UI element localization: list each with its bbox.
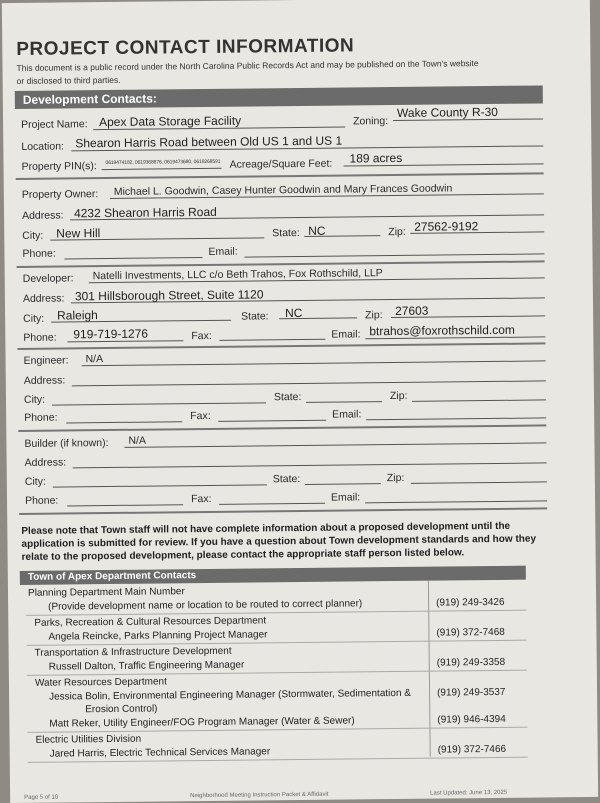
development-contacts-title: Development Contacts: xyxy=(22,91,157,107)
dept-row-label: Planning Department Main Number xyxy=(27,586,185,599)
dept-row-label: Jessica Bolin, Environmental Engineering Manager (Stormwater, Sedimentation & xyxy=(49,687,411,703)
dept-row-label: Angela Reincke, Parks Planning Project Manager xyxy=(48,629,268,643)
dept-row-phone[interactable]: (919) 249-3358 xyxy=(436,656,506,669)
footer-updated: Last Updated: June 13, 2025 xyxy=(430,789,508,797)
section-divider xyxy=(16,172,544,180)
zoning-label: Zoning: xyxy=(353,115,389,128)
engineer-zip-line[interactable] xyxy=(412,399,546,401)
pin-value[interactable]: 0619474182, 0619368876, 0619473680, 0619268591 xyxy=(105,158,221,167)
builder-name-line xyxy=(124,442,546,447)
builder-city-line[interactable] xyxy=(53,484,267,487)
builder-zip-line[interactable] xyxy=(411,481,547,483)
developer-city-label: City: xyxy=(23,312,45,325)
builder-name-value[interactable]: N/A xyxy=(128,434,146,447)
builder-email-label: Email: xyxy=(330,491,361,504)
owner-city-label: City: xyxy=(22,229,44,242)
builder-fax-label: Fax: xyxy=(190,492,212,506)
owner-email-label: Email: xyxy=(208,245,238,258)
owner-address-value[interactable]: 4232 Shearon Harris Road xyxy=(73,204,217,221)
document-page xyxy=(2,0,598,803)
engineer-address-line[interactable] xyxy=(72,380,546,386)
phone-column-divider xyxy=(428,581,431,757)
builder-state-label: State: xyxy=(272,473,301,486)
section-divider xyxy=(17,260,545,268)
footer-doc: Neighborhood Meeting Instruction Packet & Affidavit xyxy=(190,791,329,800)
dept-row-label: Electric Utilities Division xyxy=(35,733,142,746)
builder-label: Builder (if known): xyxy=(24,437,109,450)
developer-fax-label: Fax: xyxy=(191,329,212,343)
builder-city-label: City: xyxy=(24,475,46,488)
location-value[interactable]: Shearon Harris Road between Old US 1 and US 1 xyxy=(75,133,343,151)
builder-state-line[interactable] xyxy=(305,483,381,485)
engineer-label: Engineer: xyxy=(23,354,69,367)
builder-address-line[interactable] xyxy=(73,462,547,468)
owner-zip-label: Zip: xyxy=(388,225,406,239)
dept-contacts-title: Town of Apex Department Contacts xyxy=(27,570,197,583)
zoning-line xyxy=(393,118,543,121)
section-divider xyxy=(19,507,547,515)
engineer-address-label: Address: xyxy=(23,374,66,387)
engineer-email-line[interactable] xyxy=(366,417,546,420)
pin-line xyxy=(102,168,222,170)
owner-phone-line[interactable] xyxy=(65,257,203,259)
engineer-name-value[interactable]: N/A xyxy=(85,353,104,366)
public-record-notice-cont: or disclosed to third parties. xyxy=(16,74,121,86)
acreage-label: Acreage/Square Feet: xyxy=(229,157,333,171)
engineer-state-line[interactable] xyxy=(306,401,382,403)
owner-state-value[interactable]: NC xyxy=(308,223,326,238)
developer-email-value[interactable]: btrahos@foxrothschild.com xyxy=(369,322,515,339)
acreage-value[interactable]: 189 acres xyxy=(349,150,403,166)
dept-contacts-header xyxy=(20,566,526,585)
builder-fax-line[interactable] xyxy=(219,503,325,505)
developer-zip-label: Zip: xyxy=(365,309,383,322)
engineer-name-line xyxy=(82,360,546,366)
engineer-zip-label: Zip: xyxy=(389,389,408,403)
developer-address-label: Address: xyxy=(22,292,65,305)
location-label: Location: xyxy=(21,140,65,153)
developer-phone-value[interactable]: 919-719-1276 xyxy=(73,326,149,342)
section-divider xyxy=(17,342,545,350)
section-divider xyxy=(18,424,546,432)
engineer-city-line[interactable] xyxy=(52,402,266,405)
developer-fax-line[interactable] xyxy=(219,339,325,341)
owner-state-label: State: xyxy=(272,226,300,240)
developer-zip-value[interactable]: 27603 xyxy=(394,303,429,318)
owner-email-line[interactable] xyxy=(244,253,544,257)
engineer-phone-line[interactable] xyxy=(66,421,182,423)
developer-name-value[interactable]: Natelli Investments, LLC c/o Beth Trahos, Fox Rothschild, LLP xyxy=(92,267,383,283)
page-title: PROJECT CONTACT INFORMATION xyxy=(16,35,355,60)
dept-row-label: Russell Dalton, Traffic Engineering Manager xyxy=(48,659,245,673)
dept-row-phone[interactable]: (919) 249-3426 xyxy=(436,596,505,609)
engineer-fax-label: Fax: xyxy=(190,409,211,423)
pin-label: Property PIN(s): xyxy=(21,160,97,173)
developer-state-label: State: xyxy=(241,310,269,323)
owner-zip-value[interactable]: 27562-9192 xyxy=(414,219,479,234)
developer-state-value[interactable]: NC xyxy=(285,305,303,321)
dept-row-label: Erosion Control) xyxy=(85,703,158,716)
dept-row-label: Jared Harris, Electric Technical Services Manager xyxy=(49,746,271,760)
dept-row-phone[interactable]: (919) 946-4394 xyxy=(437,713,506,726)
dept-row-phone[interactable]: (919) 249-3537 xyxy=(437,686,506,699)
developer-city-value[interactable]: Raleigh xyxy=(57,308,98,323)
project-name-label: Project Name: xyxy=(21,118,88,131)
engineer-state-label: State: xyxy=(273,390,302,404)
builder-email-line[interactable] xyxy=(365,500,547,503)
developer-address-value[interactable]: 301 Hillsborough Street, Suite 1120 xyxy=(74,287,264,304)
developer-email-label: Email: xyxy=(331,328,361,341)
owner-phone-label: Phone: xyxy=(22,247,56,260)
developer-phone-line xyxy=(67,340,183,342)
builder-address-label: Address: xyxy=(24,456,67,469)
dept-row-phone[interactable]: (919) 372-7468 xyxy=(436,626,505,639)
builder-phone-line[interactable] xyxy=(67,504,183,506)
dept-row-label: Matt Reker, Utility Engineer/FOG Program Manager (Water & Sewer) xyxy=(49,715,355,730)
public-record-notice: This document is a public record under the North Carolina Public Records Act and may be published on the Town's website xyxy=(16,58,479,73)
developer-label: Developer: xyxy=(22,272,74,285)
owner-name-value[interactable]: Michael L. Goodwin, Casey Hunter Goodwin and Mary Frances Goodwin xyxy=(113,182,453,198)
engineer-email-label: Email: xyxy=(332,408,362,421)
dept-row-label: Transportation & Infrastructure Development xyxy=(34,645,232,659)
builder-phone-label: Phone: xyxy=(24,494,59,507)
dept-row-label: Water Resources Department xyxy=(34,676,167,689)
developer-zip-line xyxy=(391,315,545,318)
dept-row-phone[interactable]: (919) 372-7466 xyxy=(437,743,507,756)
zoning-value[interactable]: Wake County R-30 xyxy=(396,104,499,120)
dept-row-label: Parks, Recreation & Cultural Resources Department xyxy=(34,615,267,629)
owner-zip-line xyxy=(410,231,544,233)
dept-row-label: (Provide development name or location to be routed to correct planner) xyxy=(48,598,363,613)
staff-note: Please note that Town staff will not have complete information about a proposed development until the application is submitted for review. If you have a question about Town development standards and how they relate to the proposed development, please contact the appropriate staff person listed below. xyxy=(21,520,537,563)
builder-zip-label: Zip: xyxy=(386,471,405,485)
footer-page: Page 5 of 10 xyxy=(24,794,59,801)
engineer-fax-line[interactable] xyxy=(218,420,326,422)
owner-city-value[interactable]: New Hill xyxy=(56,226,101,241)
developer-state-line xyxy=(279,317,357,319)
developer-phone-label: Phone: xyxy=(23,331,57,344)
owner-address-label: Address: xyxy=(21,209,64,222)
owner-state-line xyxy=(304,235,380,237)
engineer-city-label: City: xyxy=(23,393,46,406)
project-name-value[interactable]: Apex Data Storage Facility xyxy=(99,113,242,130)
engineer-phone-label: Phone: xyxy=(24,411,58,424)
owner-label: Property Owner: xyxy=(21,188,99,201)
